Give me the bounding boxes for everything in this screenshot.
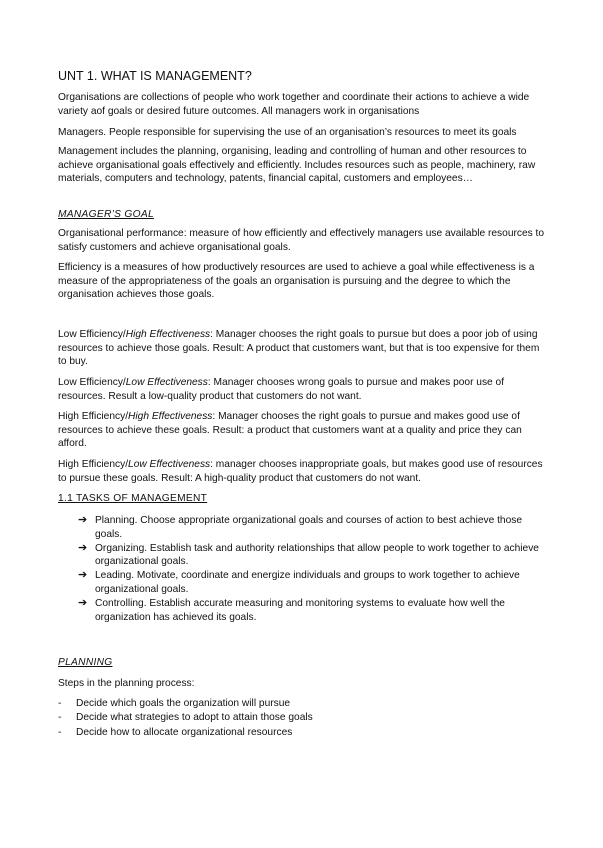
scenario-low-eff-high-effect xyxy=(58,328,550,369)
scenario-description: : Manager chooses wrong goals to pursue and makes poor use of resources. Result a low-quality product that customers do not want. xyxy=(58,377,505,402)
list-item xyxy=(58,697,550,711)
planning-steps-list xyxy=(58,697,550,740)
scenario-effectiveness: High Effectiveness xyxy=(125,329,211,340)
scenario-efficiency: High Efficiency/ xyxy=(58,411,129,422)
list-item xyxy=(78,569,552,596)
paragraph-management: Management includes the planning, organising, leading and controlling of human and other resources to achieve organisational goals effectively and efficiently. Includes resources such as people, machinery, raw materials, computers and technology, patents, financial capital, customers and employees… xyxy=(58,146,536,185)
dash-bullet-icon: - xyxy=(58,698,62,709)
scenario-effectiveness: Low Effectiveness xyxy=(128,459,211,470)
paragraph-efficiency: Efficiency is a measures of how productively resources are used to achieve a goal while effectiveness is a measure of the appropriateness of the goals an organisation is pursuing and the degree to which the organisation achieves those goals. xyxy=(58,262,535,301)
task-text: Leading. Motivate, coordinate and energize individuals and groups to work together to achieve organizational goals. xyxy=(95,570,520,595)
scenario-effectiveness: Low Effectiveness xyxy=(125,377,208,388)
task-text: Planning. Choose appropriate organizational goals and courses of action to best achieve those goals. xyxy=(95,515,523,540)
planning-intro: Steps in the planning process: xyxy=(58,678,195,689)
section-heading-tasks: 1.1 TASKS OF MANAGEMENT xyxy=(58,493,208,504)
arrow-right-icon: ➔ xyxy=(78,514,88,526)
task-text: Organizing. Establish task and authority relationships that allow people to work together to achieve organizational goals. xyxy=(95,542,539,568)
section-heading-managers-goal: MANAGER’S GOAL xyxy=(58,209,154,220)
scenario-efficiency: High Efficiency/ xyxy=(58,459,129,470)
scenario-effectiveness: High Effectiveness xyxy=(128,411,213,422)
step-text: Decide which goals the organization will pursue xyxy=(76,698,291,709)
paragraph-performance: Organisational performance: measure of how efficiently and effectively managers use available resources to satisfy customers and achieve organisational goals. xyxy=(58,228,545,253)
task-text: Controlling. Establish accurate measuring and monitoring systems to evaluate how well the organization has achieved its goals. xyxy=(95,598,505,623)
step-text: Decide what strategies to adopt to attain those goals xyxy=(76,712,313,724)
dash-bullet-icon: - xyxy=(58,726,62,738)
list-item xyxy=(58,726,550,740)
scenario-high-eff-low-effect xyxy=(58,458,550,485)
arrow-right-icon: ➔ xyxy=(78,541,88,554)
tasks-list xyxy=(78,514,552,625)
step-text: Decide how to allocate organizational resources xyxy=(76,726,293,738)
scenario-efficiency: Low Efficiency/ xyxy=(58,377,126,388)
page-title: UNT 1. WHAT IS MANAGEMENT? xyxy=(58,69,252,83)
list-item xyxy=(78,542,552,569)
paragraph-managers: Managers. People responsible for supervising the use of an organisation’s resources to meet its goals xyxy=(58,127,517,138)
arrow-right-icon: ➔ xyxy=(78,569,88,582)
scenario-description: : Manager chooses the right goals to pursue but does a poor job of using resources to achieve those goals. Result: A product that customers want, but that is too expensive for them to buy. xyxy=(58,329,540,368)
scenario-description: : Manager chooses the right goals to pursue and makes good use of resources to achieve these goals. Result: a product that customers want at a quality and price they can afford. xyxy=(58,411,522,450)
list-item xyxy=(78,597,552,624)
arrow-right-icon: ➔ xyxy=(78,597,88,610)
section-heading-planning: PLANNING xyxy=(58,657,113,668)
list-item xyxy=(58,711,550,725)
dash-bullet-icon: - xyxy=(58,712,62,724)
list-item xyxy=(78,514,552,541)
paragraph-organisations: Organisations are collections of people who work together and coordinate their actions to achieve a wide variety aof goals or desired future outcomes. All managers work in organisations xyxy=(58,92,530,117)
scenario-low-eff-low-effect xyxy=(58,376,550,403)
scenario-description: : manager chooses inappropriate goals, but makes good use of resources to pursue these goals. Result: A high-quality product that customers do not want. xyxy=(58,459,543,484)
scenario-high-eff-high-effect xyxy=(58,410,550,451)
scenario-efficiency: Low Efficiency/ xyxy=(58,329,126,340)
